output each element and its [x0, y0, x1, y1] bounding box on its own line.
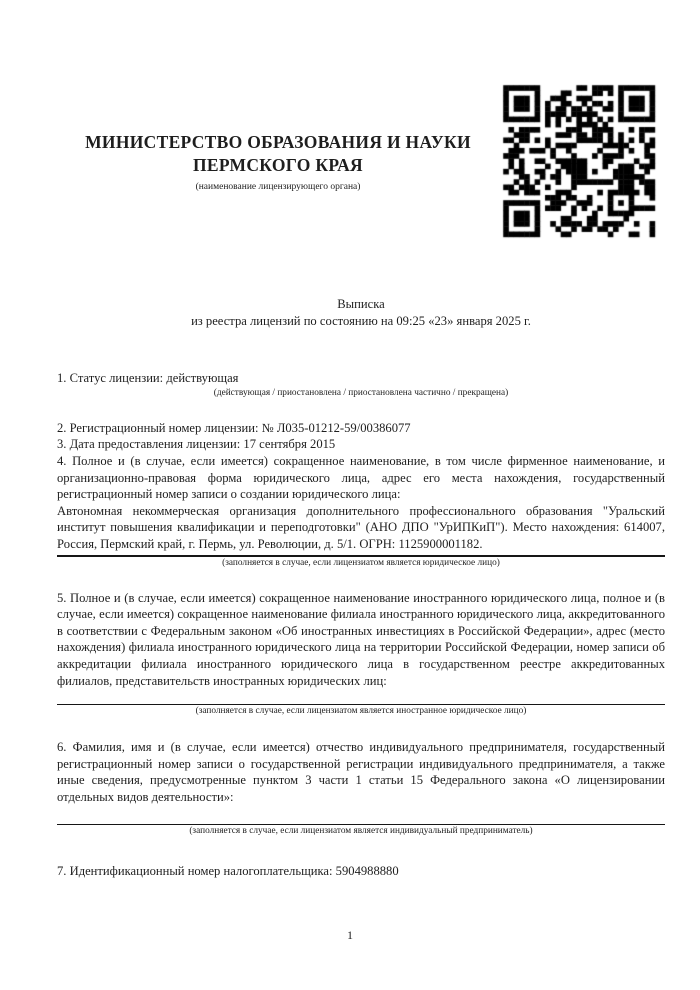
- field-text: 2. Регистрационный номер лицензии: № Л035-01212-59/00386077: [57, 420, 411, 435]
- field-license-status: [57, 370, 665, 399]
- document-title-line1: Выписка: [337, 297, 385, 311]
- field-text: 1. Статус лицензии: действующая: [57, 371, 239, 386]
- field-note: (заполняется в случае, если лицензиатом является индивидуальный предприниматель): [189, 826, 533, 837]
- ministry-name-line2: ПЕРМСКОГО КРАЯ: [193, 155, 363, 175]
- field-text: 5. Полное и (в случае, если имеется) сокращенное наименование иностранного юридического лица, полное и (в случае, если имеется) сокращенное наименование филиала иностранного юридического лица, аккредитованного в соответствии с Федеральным законом «Об иностранных инвестициях в Российской Федерации», адрес (место нахождения) филиала иностранного юридического лица на территории Российской Федерации, номер записи об аккредитации филиала иностранного юридического лица в государственном реестре аккредитованных филиалов, представительств иностранных юридических лиц:: [57, 590, 665, 688]
- field-text: 4. Полное и (в случае, если имеется) сокращенное наименование, в том числе фирменное наименование, и организационно-правовая форма юридического лица, адрес его места нахождения, государственный регистрационный номер записи о создании юридического лица:: [57, 453, 665, 502]
- document-title: [57, 296, 665, 329]
- document-title-line2: из реестра лицензий по состоянию на 09:25 «23» января 2025 г.: [191, 313, 531, 328]
- document-body: [57, 296, 665, 880]
- field-text: 3. Дата предоставления лицензии: 17 сентября 2015: [57, 437, 336, 452]
- page-number: 1: [347, 928, 353, 942]
- field-foreign-legal-entity: [57, 590, 665, 718]
- field-text: 7. Идентификационный номер налогоплательщика: 5904988880: [57, 864, 399, 879]
- field-individual-entrepreneur: [57, 739, 665, 837]
- ministry-header: [57, 131, 499, 193]
- qr-code: [498, 80, 660, 242]
- field-licensee-legal-entity: [57, 453, 665, 569]
- field-text: 6. Фамилия, имя и (в случае, если имеется) отчество индивидуального предпринимателя, государственный регистрационный номер записи о государственной регистрации индивидуального предпринимателя, а также иные сведения, предусмотренные пунктом 3 части 1 статьи 15 Федерального закона «О лицензировании отдельных видов деятельности»:: [57, 740, 665, 804]
- field-note: (заполняется в случае, если лицензиатом является иностранное юридическое лицо): [195, 706, 527, 717]
- ministry-note: (наименование лицензирующего органа): [195, 182, 361, 192]
- field-license-grant-date: [57, 436, 665, 453]
- field-value: Автономная некоммерческая организация дополнительного профессионального образования "Уральский институт повышения квалификации и переподготовки" (АНО ДПО "УрИПКиП"). Место нахождения: 614007, Россия, Пермский край, г. Пермь, ул. Революции, д. 5/1. ОГРН: 1125900001182.: [57, 503, 665, 551]
- ministry-name-line1: МИНИСТЕРСТВО ОБРАЗОВАНИЯ И НАУКИ: [85, 132, 471, 152]
- field-license-registration-number: [57, 420, 665, 437]
- field-taxpayer-id: [57, 863, 665, 880]
- field-note: (действующая / приостановлена / приостановлена частично / прекращена): [213, 387, 509, 398]
- field-note: (заполняется в случае, если лицензиатом является юридическое лицо): [222, 557, 500, 568]
